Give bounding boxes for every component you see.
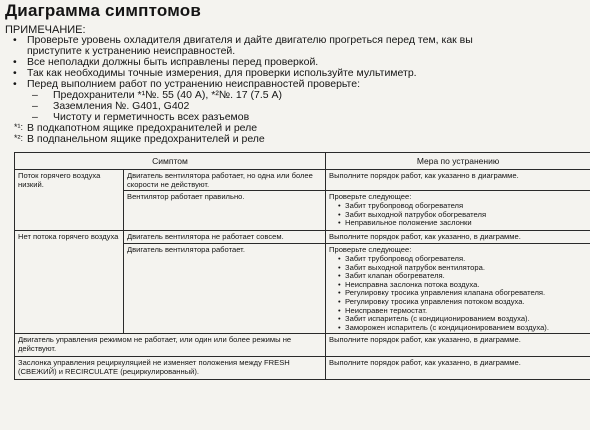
footnote-text: В подкапотном ящике предохранителей и реле xyxy=(27,122,258,134)
table-row xyxy=(15,170,590,191)
remedy-cell: Выполните порядок работ, как указанно, в диаграмме. xyxy=(326,231,590,244)
remedy-list xyxy=(329,202,587,228)
cause-cell: Двигатель вентилятора работает. xyxy=(124,244,326,334)
table-row xyxy=(15,357,590,380)
list-item: • Забит выходной патрубок вентилятора. xyxy=(338,264,587,273)
remedy-cell xyxy=(326,191,590,231)
remedy-cell: Выполните порядок работ, как указанно, в диаграмме. xyxy=(326,334,590,357)
symptom-cell: Нет потока горячего воздуха xyxy=(15,231,124,334)
list-item: • Неисправен термостат. xyxy=(338,307,587,316)
table-row xyxy=(15,231,590,244)
table-header-row xyxy=(15,153,590,170)
list-item: • Забит трубопровод обогревателя xyxy=(338,202,587,211)
remedy-lead: Проверьте следующее: xyxy=(329,192,412,201)
symptom-cell: Заслонка управления рециркуляцией не изменяет положения между FRESH (СВЕЖИЙ) и RECIRCULATE (рециркулированный). xyxy=(15,357,326,380)
header-remedy: Мера по устранению xyxy=(326,153,590,170)
dash-marker: – xyxy=(32,111,38,123)
cause-cell: Двигатель вентилятора работает, но одна или более скорости не действуют. xyxy=(124,170,326,191)
table-row xyxy=(15,334,590,357)
note-text: Так как необходимы точные измерения, для проверки используйте мультиметр. xyxy=(27,67,417,79)
note-text: Перед выполнием работ по устранению неисправностей проверьте: xyxy=(27,78,361,90)
cause-cell: Вентилятор работает правильно. xyxy=(124,191,326,231)
list-item: • Регулировку тросика управления клапана обогревателя. xyxy=(338,289,587,298)
remedy-lead: Проверьте следующее: xyxy=(329,245,412,254)
header-symptom: Симптом xyxy=(15,153,326,170)
remedy-cell xyxy=(326,244,590,334)
list-item: • Неисправна заслонка потока воздуха. xyxy=(338,281,587,290)
list-item: • Забит клапан обогревателя. xyxy=(338,272,587,281)
symptom-cell: Двигатель управления режимом не работает, или один или более режимы не действуют. xyxy=(15,334,326,357)
page-title: Диаграмма симптомов xyxy=(5,1,202,20)
bullet-marker: • xyxy=(13,34,17,46)
remedy-list xyxy=(329,255,587,332)
footnote-marker: *²: xyxy=(14,133,23,143)
list-item: • Заморожен испаритель (с кондиционированием воздуха). xyxy=(338,324,587,333)
note-header: ПРИМЕЧАНИЕ: xyxy=(5,24,86,36)
note-text: приступите к устранению неисправностей. xyxy=(27,45,236,57)
note-text: Проверьте уровень охладителя двигателя и дайте двигателю прогреться перед тем, как вы xyxy=(27,34,473,46)
symptom-table xyxy=(14,152,590,380)
check-text: Заземления №. G401, G402 xyxy=(53,100,190,112)
bullet-marker: • xyxy=(13,67,17,79)
note-text: Все неполадки должны быть исправлены перед проверкой. xyxy=(27,56,319,68)
remedy-cell: Выполните порядок работ, как указанно в диаграмме. xyxy=(326,170,590,191)
list-item: • Забит трубопровод обогревателя. xyxy=(338,255,587,264)
footnote-text: В подпанельном ящике предохранителей и реле xyxy=(27,133,265,145)
bullet-marker: • xyxy=(13,56,17,68)
footnote-marker: *¹: xyxy=(14,122,23,132)
dash-marker: – xyxy=(32,89,38,101)
symptom-cell: Поток горячего воздуха низкий. xyxy=(15,170,124,231)
check-text: Предохранители *¹№. 55 (40 A), *²№. 17 (7.5 A) xyxy=(53,89,283,101)
bullet-marker: • xyxy=(13,78,17,90)
cause-cell: Двигатель вентилятора не работает совсем. xyxy=(124,231,326,244)
list-item: • Забит испаритель (с кондиционированием воздуха). xyxy=(338,315,587,324)
remedy-cell: Выполните порядок работ, как указанно, в диаграмме. xyxy=(326,357,590,380)
list-item: • Забит выходной патрубок обогревателя xyxy=(338,211,587,220)
list-item: • Регулировку тросика управления потоком воздуха. xyxy=(338,298,587,307)
footnote-item xyxy=(5,134,590,145)
notes-list xyxy=(5,35,590,145)
check-text: Чистоту и герметичность всех разъемов xyxy=(53,111,250,123)
list-item: • Неправильное положение заслонки xyxy=(338,219,587,228)
dash-marker: – xyxy=(32,100,38,112)
